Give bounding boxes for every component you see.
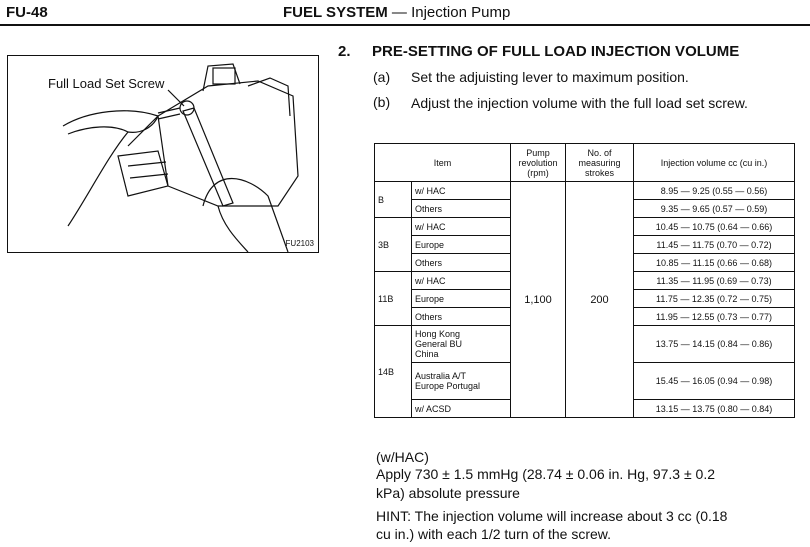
strokes-value-cell: 200 xyxy=(566,182,634,418)
engine-cell: B xyxy=(375,182,412,218)
section-number: 2. xyxy=(338,43,351,60)
section-title: PRE-SETTING OF FULL LOAD INJECTION VOLUME xyxy=(372,43,740,60)
injection-volume-table xyxy=(374,143,795,418)
page-title-bold: FUEL SYSTEM xyxy=(283,4,388,21)
volume-cell: 11.95 — 12.55 (0.73 — 0.77) xyxy=(634,308,795,326)
variant-cell: Australia A/T Europe Portugal xyxy=(412,363,511,400)
variant-cell: w/ ACSD xyxy=(412,400,511,418)
header-volume: Injection volume cc (cu in.) xyxy=(634,144,795,182)
figure-id: FU2103 xyxy=(285,239,314,248)
engine-cell: 3B xyxy=(375,218,412,272)
page-number: FU-48 xyxy=(6,4,48,21)
variant-cell: Others xyxy=(412,308,511,326)
figure-callout: Full Load Set Screw xyxy=(48,76,165,91)
page-title xyxy=(283,4,510,21)
hac-line-2: kPa) absolute pressure xyxy=(376,485,520,501)
header-rule xyxy=(0,24,810,26)
volume-cell: 11.45 — 11.75 (0.70 — 0.72) xyxy=(634,236,795,254)
variant-cell: Others xyxy=(412,254,511,272)
volume-cell: 13.75 — 14.15 (0.84 — 0.86) xyxy=(634,326,795,363)
volume-cell: 10.45 — 10.75 (0.64 — 0.66) xyxy=(634,218,795,236)
variant-cell: w/ HAC xyxy=(412,272,511,290)
hint-line-1: HINT: The injection volume will increase about 3 cc (0.18 xyxy=(376,508,728,524)
step-b-label: (b) xyxy=(373,94,391,110)
volume-cell: 13.15 — 13.75 (0.80 — 0.84) xyxy=(634,400,795,418)
illustration-frame xyxy=(7,55,319,253)
hac-line-1: Apply 730 ± 1.5 mmHg (28.74 ± 0.06 in. Hg, 97.3 ± 0.2 xyxy=(376,466,716,482)
step-a-label: (a) xyxy=(373,69,391,85)
header-pump: Pump revolution (rpm) xyxy=(511,144,566,182)
volume-cell: 15.45 — 16.05 (0.94 — 0.98) xyxy=(634,363,795,400)
header-item: Item xyxy=(375,144,511,182)
header-strokes: No. of measuring strokes xyxy=(566,144,634,182)
variant-cell: Others xyxy=(412,200,511,218)
step-b-text: Adjust the injection volume with the full load set screw. xyxy=(411,95,748,111)
step-a-text: Set the adjuisting lever to maximum position. xyxy=(411,69,689,85)
variant-cell: Europe xyxy=(412,236,511,254)
volume-cell: 11.75 — 12.35 (0.72 — 0.75) xyxy=(634,290,795,308)
engine-cell: 14B xyxy=(375,326,412,418)
table-header-row xyxy=(375,144,795,182)
volume-cell: 9.35 — 9.65 (0.57 — 0.59) xyxy=(634,200,795,218)
variant-cell: w/ HAC xyxy=(412,182,511,200)
variant-cell: w/ HAC xyxy=(412,218,511,236)
hint-line-2: cu in.) with each 1/2 turn of the screw. xyxy=(376,526,612,542)
volume-cell: 11.35 — 11.95 (0.69 — 0.73) xyxy=(634,272,795,290)
engine-cell: 11B xyxy=(375,272,412,326)
variant-cell: Hong Kong General BU China xyxy=(412,326,511,363)
variant-cell: Europe xyxy=(412,290,511,308)
hac-label: (w/HAC) xyxy=(376,449,429,465)
volume-cell: 8.95 — 9.25 (0.55 — 0.56) xyxy=(634,182,795,200)
volume-cell: 10.85 — 11.15 (0.66 — 0.68) xyxy=(634,254,795,272)
page-title-rest: — Injection Pump xyxy=(387,4,511,21)
table-row xyxy=(375,182,795,200)
pump-value-cell: 1,100 xyxy=(511,182,566,418)
